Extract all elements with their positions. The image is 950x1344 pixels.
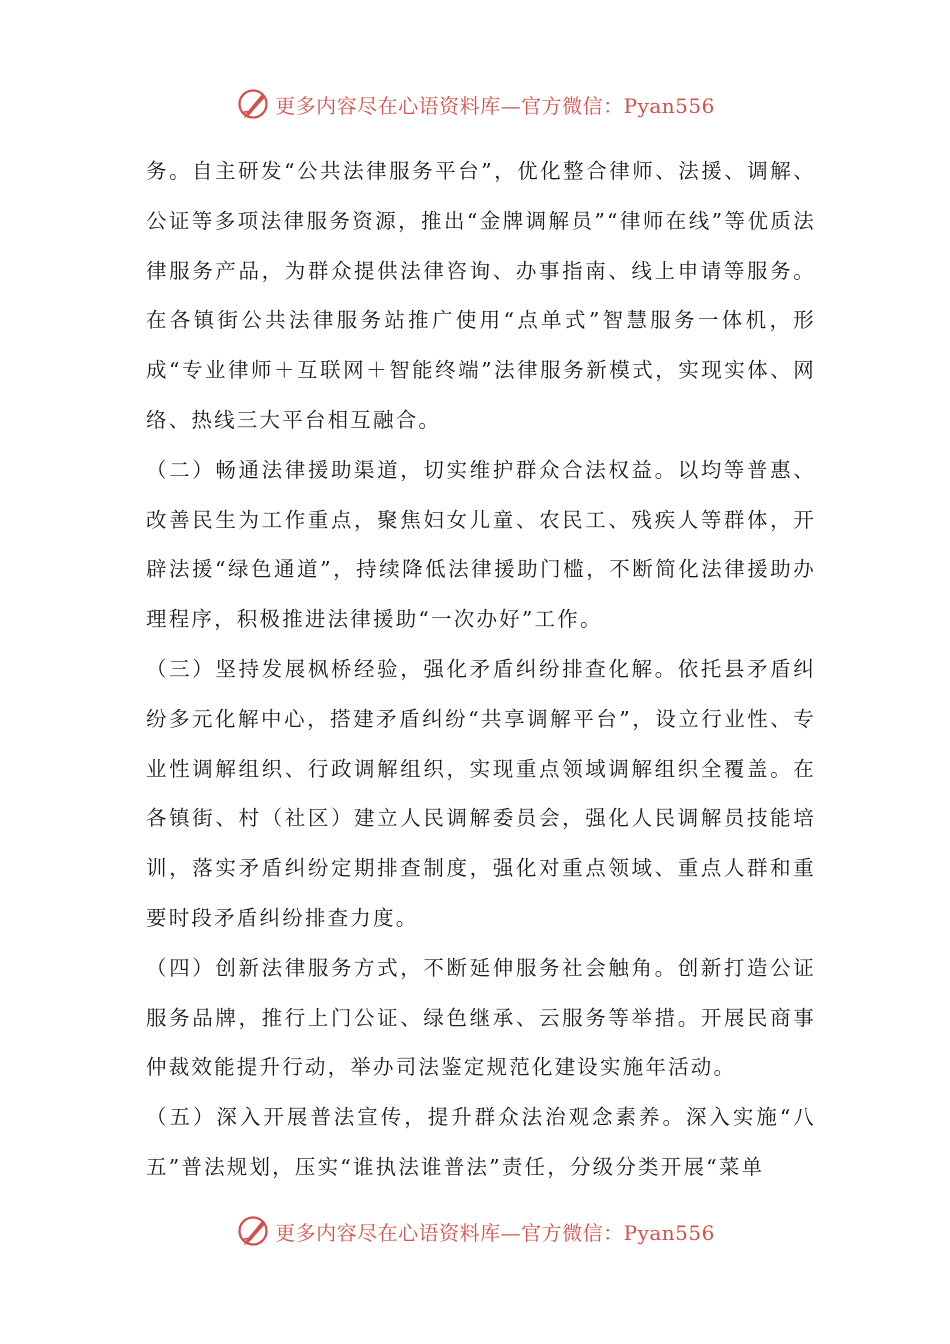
pen-circle-logo-icon: [235, 1213, 271, 1249]
paragraph-5: （五）深入开展普法宣传，提升群众法治观念素养。深入实施“八五”普法规划，压实“谁执法谁普法”责任，分级分类开展“菜单: [146, 1105, 816, 1179]
document-body: [146, 147, 816, 1193]
watermark-text: 更多内容尽在心语资料库—官方微信：Pyan556: [275, 1220, 715, 1245]
paragraph-2: （二）畅通法律援助渠道，切实维护群众合法权益。以均等普惠、改善民生为工作重点，聚焦妇女儿童、农民工、残疾人等群体，开辟法援“绿色通道”，持续降低法律援助门槛，不断简化法律援助办理程序，积极推进法律援助“一次办好”工作。: [146, 457, 816, 632]
watermark-text: 更多内容尽在心语资料库—官方微信：Pyan556: [275, 93, 715, 118]
paragraph-3: （三）坚持发展枫桥经验，强化矛盾纠纷排查化解。依托县矛盾纠纷多元化解中心，搭建矛盾纠纷“共享调解平台”，设立行业性、专业性调解组织、行政调解组织，实现重点领域调解组织全覆盖。在各镇街、村（社区）建立人民调解委员会，强化人民调解员技能培训，落实矛盾纠纷定期排查制度，强化对重点领域、重点人群和重要时段矛盾纠纷排查力度。: [146, 656, 816, 930]
pen-circle-logo-icon: [235, 86, 271, 122]
header-watermark: [0, 84, 950, 124]
paragraph-4: （四）创新法律服务方式，不断延伸服务社会触角。创新打造公证服务品牌，推行上门公证、绿色继承、云服务等举措。开展民商事仲裁效能提升行动，举办司法鉴定规范化建设实施年活动。: [146, 955, 816, 1080]
paragraph-1: 务。自主研发“公共法律服务平台”，优化整合律师、法援、调解、公证等多项法律服务资源，推出“金牌调解员”“律师在线”等优质法律服务产品，为群众提供法律咨询、办事指南、线上申请等服务。在各镇街公共法律服务站推广使用“点单式”智慧服务一体机，形成“专业律师＋互联网＋智能终端”法律服务新模式，实现实体、网络、热线三大平台相互融合。: [146, 159, 816, 432]
footer-watermark: [0, 1211, 950, 1251]
